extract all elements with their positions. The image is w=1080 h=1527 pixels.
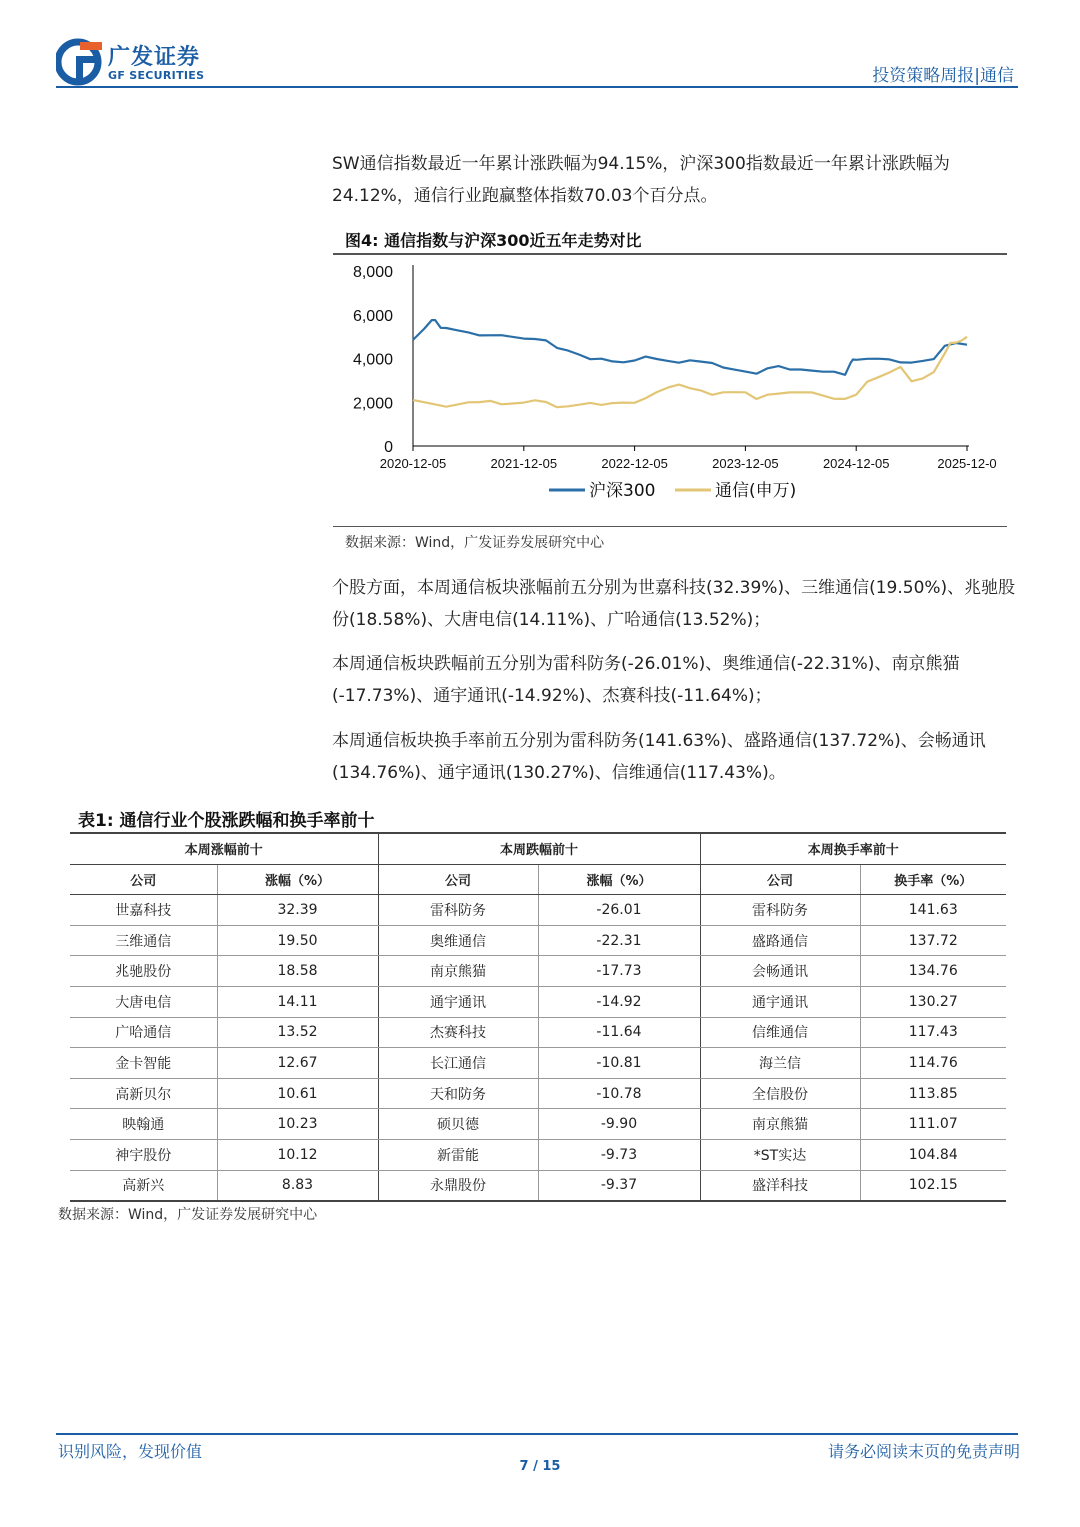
- company-cell: 信维通信: [700, 1017, 860, 1048]
- company-cell: 永鼎股份: [378, 1170, 538, 1201]
- company-cell: *ST实达: [700, 1139, 860, 1170]
- company-cell: 高新贝尔: [70, 1078, 217, 1109]
- figure-bottom-rule: [333, 526, 1007, 527]
- value-cell: -9.73: [538, 1139, 700, 1170]
- value-cell: 113.85: [860, 1078, 1006, 1109]
- value-cell: 12.67: [217, 1048, 378, 1079]
- gf-logo-icon: [56, 38, 106, 86]
- x-tick-label: 2024-12-05: [822, 456, 890, 471]
- value-cell: -26.01: [538, 895, 700, 926]
- company-cell: 兆驰股份: [70, 956, 217, 987]
- value-cell: 111.07: [860, 1109, 1006, 1140]
- company-cell: 神宇股份: [70, 1139, 217, 1170]
- figure-title: 图4: 通信指数与沪深300近五年走势对比: [345, 231, 642, 250]
- value-cell: 10.61: [217, 1078, 378, 1109]
- table-row: [70, 1170, 1006, 1201]
- group-header-row: [70, 833, 1006, 864]
- company-cell: 天和防务: [378, 1078, 538, 1109]
- value-cell: -17.73: [538, 956, 700, 987]
- value-cell: 10.12: [217, 1139, 378, 1170]
- table-title: 表1: 通信行业个股涨跌幅和换手率前十: [78, 811, 375, 831]
- table-row: [70, 1017, 1006, 1048]
- company-cell: 三维通信: [70, 925, 217, 956]
- value-cell: -11.64: [538, 1017, 700, 1048]
- table-row: [70, 1078, 1006, 1109]
- column-header: 涨幅（%）: [217, 864, 378, 895]
- table-row: [70, 925, 1006, 956]
- company-cell: 雷科防务: [700, 895, 860, 926]
- group-header-gainers: 本周涨幅前十: [70, 833, 378, 864]
- value-cell: 8.83: [217, 1170, 378, 1201]
- company-logo: [56, 38, 226, 86]
- footer-slogan: 识别风险，发现价值: [58, 1442, 203, 1461]
- y-tick-label: 0: [384, 439, 393, 456]
- footer-divider: [56, 1433, 1018, 1435]
- value-cell: 130.27: [860, 986, 1006, 1017]
- line-chart: [333, 256, 1007, 526]
- stock-ranking-table: [70, 832, 1006, 1202]
- column-header: 公司: [700, 864, 860, 895]
- table-row: [70, 956, 1006, 987]
- table-source: 数据来源：Wind，广发证券发展研究中心: [58, 1207, 318, 1223]
- table-row: [70, 1109, 1006, 1140]
- company-cell: 奥维通信: [378, 925, 538, 956]
- report-category: 投资策略周报|通信: [872, 66, 1014, 86]
- series-line-hs300: [413, 320, 967, 375]
- top-losers-paragraph: 本周通信板块跌幅前五分别为雷科防务(-26.01%)、奥维通信(-22.31%)、南京熊猫(-17.73%)、通宇通讯(-14.92%)、杰赛科技(-11.64%)；: [332, 654, 960, 706]
- company-cell: 通宇通讯: [700, 986, 860, 1017]
- value-cell: 32.39: [217, 895, 378, 926]
- footer-disclaimer: 请务必阅读末页的免责声明: [827, 1442, 1020, 1461]
- table-row: [70, 895, 1006, 926]
- company-cell: 大唐电信: [70, 986, 217, 1017]
- value-cell: 141.63: [860, 895, 1006, 926]
- company-cell: 雷科防务: [378, 895, 538, 926]
- value-cell: -22.31: [538, 925, 700, 956]
- value-cell: 102.15: [860, 1170, 1006, 1201]
- company-cell: 全信股份: [700, 1078, 860, 1109]
- company-cell: 高新兴: [70, 1170, 217, 1201]
- legend-label: 沪深300: [589, 481, 656, 501]
- top-turnover-paragraph: 本周通信板块换手率前五分别为雷科防务(141.63%)、盛路通信(137.72%)、会畅通讯(134.76%)、通宇通讯(130.27%)、信维通信(117.43%)。: [332, 731, 986, 783]
- y-axis-labels: [353, 264, 393, 456]
- figure-top-rule: [333, 253, 1007, 255]
- table-row: [70, 986, 1006, 1017]
- logo-text-en: GF SECURITIES: [108, 69, 205, 82]
- top-gainers-paragraph: 个股方面，本周通信板块涨幅前五分别为世嘉科技(32.39%)、三维通信(19.50%)、兆驰股份(18.58%)、大唐电信(14.11%)、广哈通信(13.52%)；: [332, 578, 1016, 630]
- company-cell: 硕贝德: [378, 1109, 538, 1140]
- x-tick-label: 2020-12-05: [379, 456, 447, 471]
- column-header: 涨幅（%）: [538, 864, 700, 895]
- table-row: [70, 1048, 1006, 1079]
- value-cell: 18.58: [217, 956, 378, 987]
- value-cell: -9.37: [538, 1170, 700, 1201]
- value-cell: 117.43: [860, 1017, 1006, 1048]
- x-axis-ticks: [413, 446, 967, 451]
- company-cell: 盛洋科技: [700, 1170, 860, 1201]
- legend-label: 通信(申万): [715, 481, 797, 501]
- company-cell: 会畅通讯: [700, 956, 860, 987]
- x-tick-label: 2025-12-0: [937, 456, 997, 471]
- company-cell: 海兰信: [700, 1048, 860, 1079]
- value-cell: 134.76: [860, 956, 1006, 987]
- company-cell: 通宇通讯: [378, 986, 538, 1017]
- company-cell: 新雷能: [378, 1139, 538, 1170]
- company-cell: 世嘉科技: [70, 895, 217, 926]
- company-cell: 长江通信: [378, 1048, 538, 1079]
- column-header: 公司: [378, 864, 538, 895]
- company-cell: 映翰通: [70, 1109, 217, 1140]
- column-header: 公司: [70, 864, 217, 895]
- value-cell: 14.11: [217, 986, 378, 1017]
- series-line-telecom: [413, 337, 967, 407]
- x-tick-label: 2021-12-05: [490, 456, 558, 471]
- page-number: 7 / 15: [519, 1459, 561, 1474]
- column-header: 换手率（%）: [860, 864, 1006, 895]
- summary-paragraph: SW通信指数最近一年累计涨跌幅为94.15%，沪深300指数最近一年累计涨跌幅为24.12%，通信行业跑赢整体指数70.03个百分点。: [332, 154, 950, 206]
- y-tick-label: 8,000: [352, 264, 393, 281]
- value-cell: -9.90: [538, 1109, 700, 1140]
- value-cell: 137.72: [860, 925, 1006, 956]
- x-tick-label: 2023-12-05: [712, 456, 779, 471]
- value-cell: 13.52: [217, 1017, 378, 1048]
- y-tick-label: 2,000: [352, 395, 393, 413]
- chart-legend: [549, 481, 796, 501]
- x-tick-label: 2022-12-05: [601, 456, 668, 471]
- company-cell: 金卡智能: [70, 1048, 217, 1079]
- group-header-losers: 本周跌幅前十: [378, 833, 700, 864]
- company-cell: 杰赛科技: [378, 1017, 538, 1048]
- column-header-row: [70, 864, 1006, 895]
- y-tick-label: 6,000: [352, 307, 393, 325]
- value-cell: -14.92: [538, 986, 700, 1017]
- value-cell: -10.81: [538, 1048, 700, 1079]
- table-row: [70, 1139, 1006, 1170]
- company-cell: 南京熊猫: [378, 956, 538, 987]
- company-cell: 南京熊猫: [700, 1109, 860, 1140]
- header-divider: [56, 86, 1018, 88]
- logo-text-cn: 广发证券: [108, 45, 201, 70]
- figure-source: 数据来源：Wind，广发证券发展研究中心: [345, 535, 605, 551]
- company-cell: 盛路通信: [700, 925, 860, 956]
- group-header-turnover: 本周换手率前十: [700, 833, 1006, 864]
- value-cell: 104.84: [860, 1139, 1006, 1170]
- x-axis-labels: [380, 456, 997, 471]
- y-tick-label: 4,000: [352, 351, 393, 369]
- value-cell: 19.50: [217, 925, 378, 956]
- value-cell: -10.78: [538, 1078, 700, 1109]
- value-cell: 10.23: [217, 1109, 378, 1140]
- value-cell: 114.76: [860, 1048, 1006, 1079]
- company-cell: 广哈通信: [70, 1017, 217, 1048]
- series-lines: [413, 320, 967, 407]
